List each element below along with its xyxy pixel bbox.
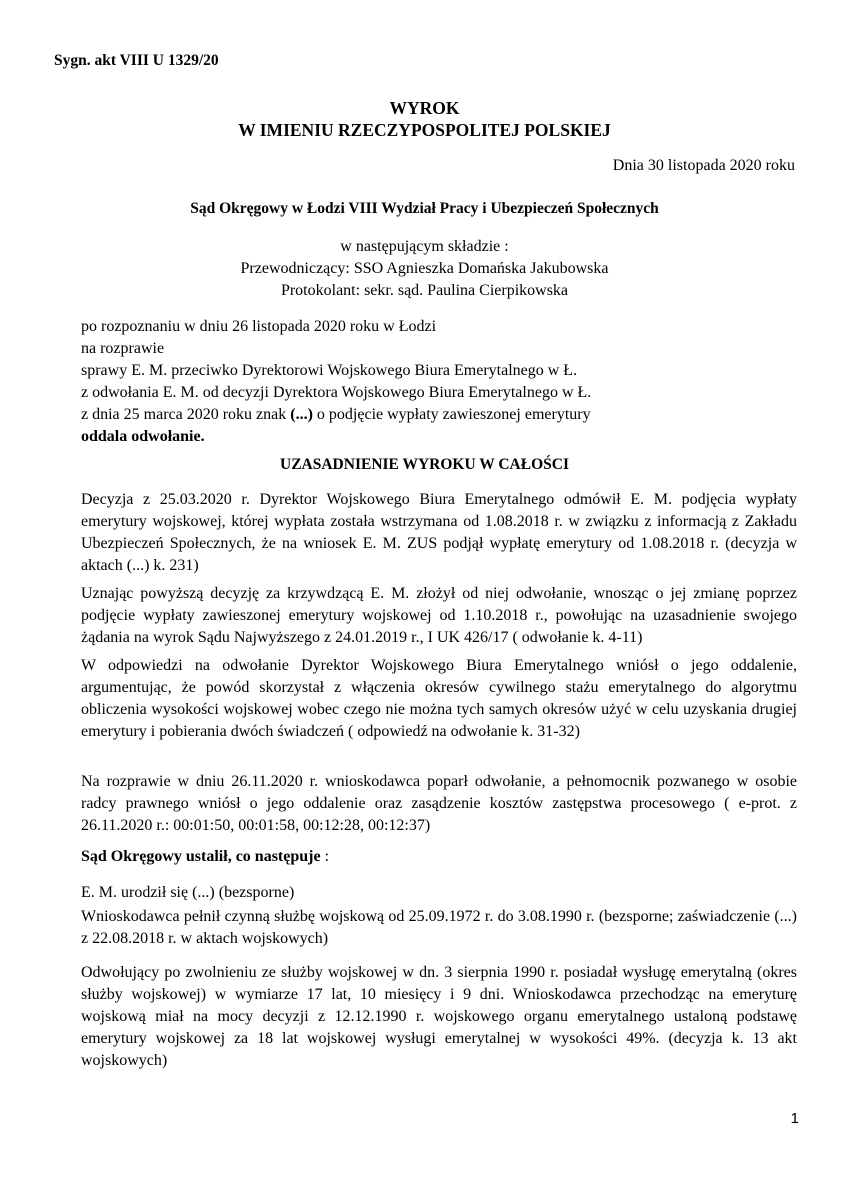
composition-clerk: Protokolant: sekr. sąd. Paulina Cierpikowska bbox=[280, 282, 569, 299]
verdict-line: po rozpoznaniu w dniu 26 listopada 2020 roku w Łodzi bbox=[81, 318, 437, 335]
page-number: 1 bbox=[790, 1110, 799, 1127]
justification-paragraph: W odpowiedzi na odwołanie Dyrektor Wojskowego Biura Emerytalnego wniósł o jego oddalenie, argumentując, że powód skorzystał z włączenia okresów cywilnego stażu emerytalnego do algorytmu obliczenia wysokości wojskowej wobec czego nie można tych samych okresów użyć w celu uzyskania drugiej emerytury i pobierania dwóch świadczeń ( odpowiedź na odwołanie k. 31-32) bbox=[81, 657, 797, 740]
verdict-subtitle: W IMIENIU RZECZYPOSPOLITEJ POLSKIEJ bbox=[238, 120, 611, 140]
verdict-date: Dnia 30 listopada 2020 roku bbox=[612, 157, 795, 174]
findings-heading bbox=[81, 848, 329, 866]
justification-paragraph: Na rozprawie w dniu 26.11.2020 r. wnioskodawca poparł odwołanie, a pełnomocnik pozwanego w osobie radcy prawnego wniósł o jego oddalenie oraz zasądzenie kosztów zastępstwa procesowego ( e-prot. z 26.11.2020 r.: 00:01:50, 00:01:58, 00:12:28, 00:12:37) bbox=[81, 773, 797, 834]
verdict-line-text: z dnia 25 marca 2020 roku znak bbox=[81, 406, 291, 423]
justification-paragraph bbox=[81, 489, 797, 577]
justification-paragraph: Uznając powyższą decyzję za krzywdzącą E. M. złożył od niej odwołanie, wnosząc o jej zmianę poprzez podjęcie wypłaty zawieszonej emerytury wojskowej od 1.10.2018 r., powołując na uzasadnienie swojego żądania na wyrok Sądu Najwyższego z 24.01.2019 r., I UK 426/17 ( odwołanie k. 4-11) bbox=[81, 585, 797, 646]
justification-paragraph: Wnioskodawca pełnił czynną służbę wojskową od 25.09.1972 r. do 3.08.1990 r. (bezsporne; zaświadczenie (...) z 22.08.2018 r. w aktach wojskowych) bbox=[81, 908, 797, 947]
case-signature: Sygn. akt VIII U 1329/20 bbox=[54, 52, 219, 69]
court-name: Sąd Okręgowy w Łodzi VIII Wydział Pracy i Ubezpieczeń Społecznych bbox=[190, 200, 659, 217]
verdict-decision: oddala odwołanie. bbox=[81, 428, 205, 445]
paragraph-text: Decyzja z 25.03.2020 r. Dyrektor Wojskowego Biura Emerytalnego odmówił E. M. podjęcia wypłaty emerytury wojskowej, której wypłata została wstrzymana od 1.08.2018 r. w związku z informacją z Zakładu Ubezpieczeń Społecznych, że na wniosek E. M. ZUS podjął wypłatę emerytury od 1.08.2018 r. (decyzja w aktach (...) k. 231) bbox=[81, 491, 797, 574]
findings-heading-tail: : bbox=[320, 848, 330, 865]
verdict-line: na rozprawie bbox=[81, 340, 165, 357]
reference-sign: (...) bbox=[290, 406, 313, 423]
composition-chair: Przewodniczący: SSO Agnieszka Domańska Jakubowska bbox=[240, 260, 609, 277]
verdict-line: z odwołania E. M. od decyzji Dyrektora Wojskowego Biura Emerytalnego w Ł. bbox=[81, 384, 592, 401]
justification-heading: UZASADNIENIE WYROKU W CAŁOŚCI bbox=[280, 456, 569, 473]
findings-heading-bold: Sąd Okręgowy ustalił, co następuje bbox=[81, 848, 321, 865]
justification-paragraph: E. M. urodził się (...) (bezsporne) bbox=[81, 884, 295, 901]
composition-intro: w następującym składzie : bbox=[340, 238, 509, 255]
verdict-title: WYROK bbox=[389, 98, 460, 118]
verdict-line bbox=[81, 406, 591, 424]
verdict-line: sprawy E. M. przeciwko Dyrektorowi Wojskowego Biura Emerytalnego w Ł. bbox=[81, 362, 578, 379]
verdict-line-text: o podjęcie wypłaty zawieszonej emerytury bbox=[312, 406, 591, 423]
justification-paragraph: Odwołujący po zwolnieniu ze służby wojskowej w dn. 3 sierpnia 1990 r. posiadał wysługę emerytalną (okres służby wojskowej) w wymiarze 17 lat, 10 miesięcy i 9 dni. Wnioskodawca przechodząc na emeryturę wojskową miał na mocy decyzji z 12.12.1990 r. wojskowego organu emerytalnego ustaloną podstawę emerytury wojskowej za 18 lat wojskowej wysługi emerytalnej w wysokości 49%. (decyzja k. 13 akt wojskowych) bbox=[81, 964, 797, 1069]
